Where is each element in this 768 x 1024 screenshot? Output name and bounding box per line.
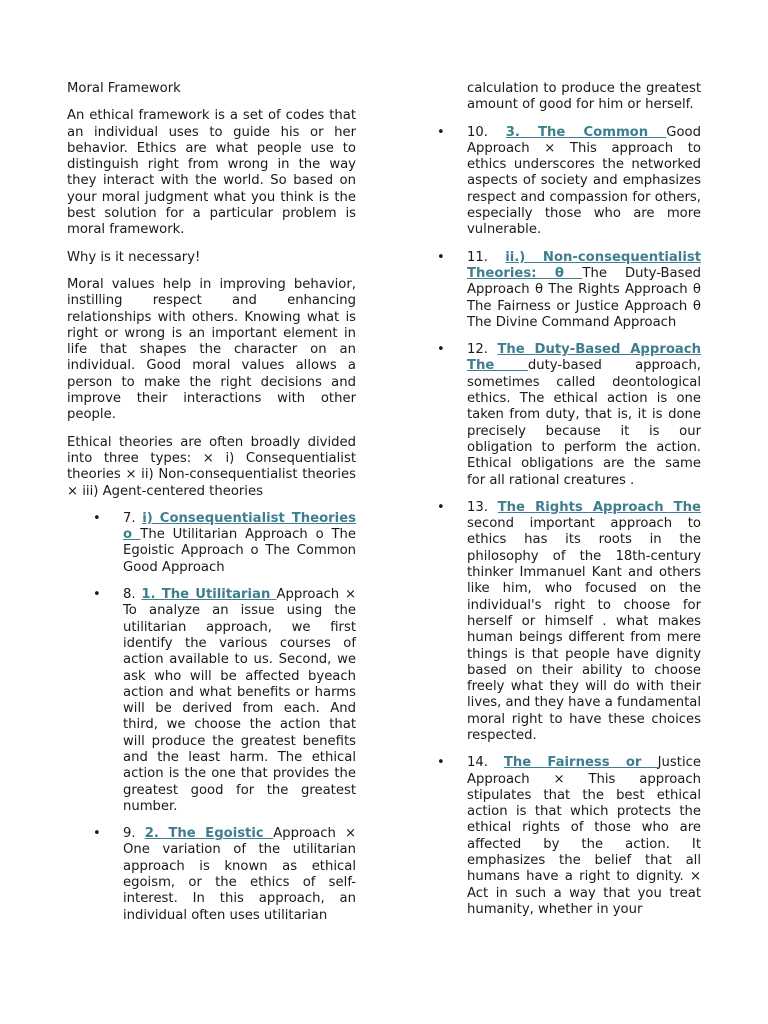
item-number: 9. [123,826,145,842]
non-consequentialist-link[interactable]: ii.) Non-consequentialist Theories: θ [467,249,701,281]
item-text: Approach × One variation of the utilitarian approach is known as ethical egoism, or the ethics of self-interest. In this approach, an individual often uses utilitarian [123,826,356,923]
item-number: 14. [467,755,504,771]
item-number: 13. [467,499,498,515]
item-text: The Duty-Based Approach θ The Rights Approach θ The Fairness or Justice Approach θ The Divine Command Approach [467,265,701,330]
list-item-10 [437,124,701,239]
duty-based-link[interactable]: The Duty-Based Approach The [467,342,701,374]
list-item-11 [437,249,701,331]
right-item-list [437,124,702,919]
continuation-text: calculation to produce the greatest amount of good for him or herself. [467,81,701,113]
right-column [437,81,702,929]
bullet-icon: • [437,249,445,265]
list-item-12 [437,342,701,489]
bullet-icon: • [437,499,445,515]
bullet-icon: • [437,124,445,140]
list-item-14 [437,755,701,918]
item-text: The Utilitarian Approach o The Egoistic Approach o The Common Good Approach [123,527,356,575]
item-number: 11. [467,249,506,265]
list-item-7 [93,510,356,576]
intro-paragraph: An ethical framework is a set of codes that an individual uses to guide his or her behavior. Ethics are what people use to distinguish right from wrong in the way they interact with the world. So based on your moral judgment what you think is the best solution for a particular problem is moral framework. [67,108,356,238]
common-good-link[interactable]: 3. The Common [505,124,667,140]
item-number: 7. [123,510,143,526]
moral-values-paragraph: Moral values help in improving behavior, instilling respect and enhancing relationships with others. Knowing what is right or wrong is an important element in life that shapes the character on an individual. Good moral values allows a person to make the right decisions and improve their interactions with other people. [67,276,356,423]
bullet-icon: • [93,510,101,526]
left-column [67,81,356,935]
bullet-icon: • [93,826,101,842]
item-text: Good Approach × This approach to ethics underscores the networked aspects of society and emphasizes respect and compassion for others, especially those who are more vulnerable. [467,124,701,238]
document-title: Moral Framework [67,81,181,96]
list-item-9 [93,826,356,924]
list-item-8 [93,587,356,815]
item-text: Approach × To analyze an issue using the utilitarian approach, we first identify the various courses of action available to us. Second, we ask who will be affected byeach action and what benefits or harms will be derived from each. And third, we choose the action that will produce the greatest benefits and the least harm. The ethical action is the one that provides the greatest good for the greatest number. [123,587,356,814]
item-number: 10. [467,124,506,140]
list-item-13 [437,499,702,744]
item-text: Justice Approach × This approach stipulates that the best ethical action is that which protects the ethical rights of those who are affected by the action. It emphasizes the belief that all humans have a right to dignity. × Act in such a way that you treat humanity, whether in your [467,755,701,917]
consequentialist-theories-link[interactable]: i) Consequentialist Theories o [123,510,356,543]
egoistic-link[interactable]: 2. The Egoistic [144,826,274,842]
item-number: 12. [467,342,498,358]
item-number: 8. [123,587,142,603]
bullet-icon: • [93,587,101,603]
fairness-link[interactable]: The Fairness or [503,755,658,771]
bullet-icon: • [437,755,445,771]
theories-paragraph: Ethical theories are often broadly divided into three types: × i) Consequentialist theories × ii) Non-consequentialist theories × iii) Agent-centered theories [67,434,356,499]
item-text: duty-based approach, sometimes called deontological ethics. The ethical action is one taken from duty, that is, it is done precisely because it is our obligation to perform the action. Ethical obligations are the same for all rational creatures . [467,358,701,488]
bullet-icon: • [437,342,445,358]
left-item-list [67,511,356,924]
rights-approach-link[interactable]: The Rights Approach The [497,499,702,515]
question-heading: Why is it necessary! [67,249,201,265]
utilitarian-link[interactable]: 1. The Utilitarian [141,587,277,603]
item-text: second important approach to ethics has its roots in the philosophy of the 18th-century thinker Immanuel Kant and others like him, who focused on the individual's right to choose for herself or himself . what makes human beings different from mere things is that people have dignity based on their ability to choose freely what they will do with their lives, and they have a fundamental moral right to have these choices respected. [467,516,702,743]
